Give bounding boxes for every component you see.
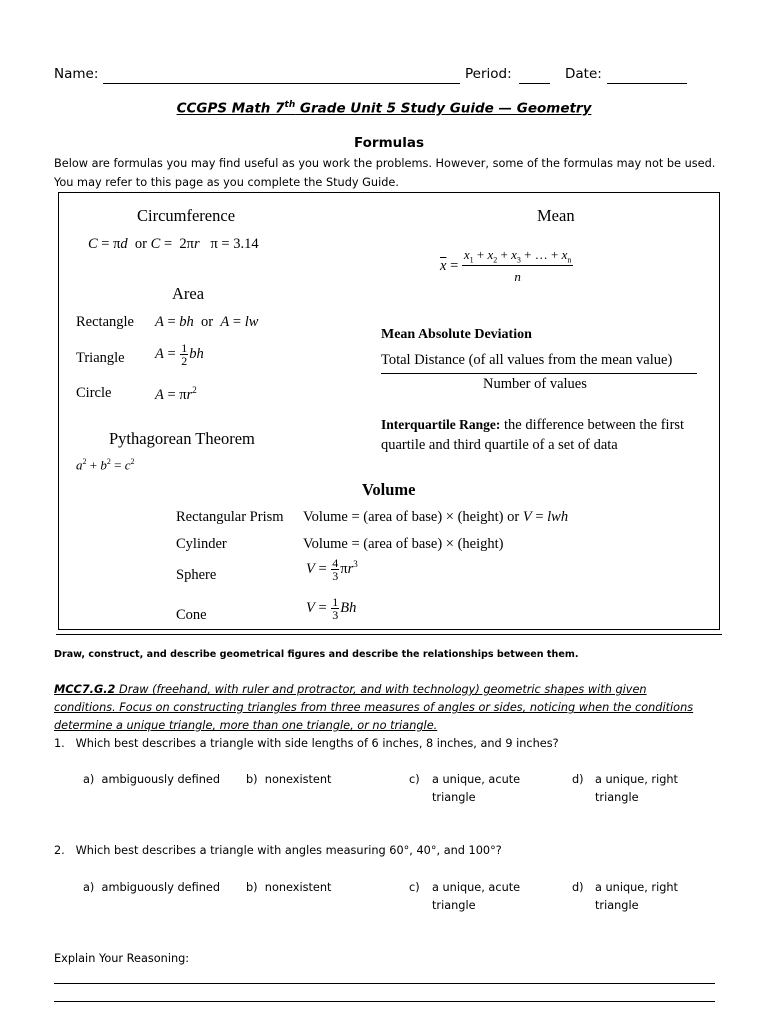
section-instruction: Draw, construct, and describe geometrical figures and describe the relationships between them.	[54, 649, 579, 660]
circumference-heading: Circumference	[137, 206, 236, 225]
date-label: Date:	[565, 66, 602, 82]
vol-cone-label: Cone	[176, 607, 207, 623]
explain-label: Explain Your Reasoning:	[54, 952, 190, 965]
q1-choice-d[interactable]: d) a unique, right triangle	[572, 773, 678, 804]
mean-heading: Mean	[537, 206, 575, 225]
question-1: 1. Which best describes a triangle with side lengths of 6 inches, 8 inches, and 9 inches?	[54, 737, 559, 750]
vol-prism-formula: Volume = (area of base) × (height) or V = lwh	[303, 509, 569, 525]
pythagorean-heading: Pythagorean Theorem	[109, 429, 255, 448]
area-circle-formula: $A = \pi r^2$	[155, 385, 197, 403]
explain-line-1[interactable]	[54, 983, 715, 984]
formula-box-underline	[56, 634, 722, 635]
area-triangle-formula: A = $\frac{1}{2}$ bh	[155, 341, 204, 368]
vol-cylinder-label: Cylinder	[176, 536, 227, 552]
vol-prism-label: Rectangular Prism	[176, 509, 284, 525]
q2-choice-a[interactable]: a) ambiguously defined	[83, 881, 220, 894]
question-2: 2. Which best describes a triangle with angles measuring 60°, 40°, and 100°?	[54, 844, 502, 857]
date-field[interactable]	[607, 83, 687, 84]
q1-choice-c[interactable]: c) a unique, acute triangle	[409, 773, 521, 804]
mad-fraction-bar	[381, 373, 697, 374]
vol-cylinder-formula: Volume = (area of base) × (height)	[303, 536, 504, 552]
name-label: Name:	[54, 66, 99, 82]
mean-formula: $\overline{x}$ = $\frac{x_1 + x_2 + x_3 + \dots + x_n}{n}$	[440, 247, 572, 285]
period-field[interactable]	[519, 83, 550, 84]
mad-denominator: Number of values	[483, 376, 587, 392]
formula-box	[58, 192, 720, 630]
q2-choice-c[interactable]: c) a unique, acute triangle	[409, 881, 521, 912]
formulas-intro: Below are formulas you may find useful as you work the problems. However, some of the formulas may not be used. You may refer to this page as you complete the Study Guide.	[54, 157, 716, 189]
area-rectangle-label: Rectangle	[76, 314, 134, 330]
iqr-text: Interquartile Range: the difference between the first quartile and third quartile of a set of data	[381, 417, 685, 453]
mad-heading: Mean Absolute Deviation	[381, 327, 532, 342]
area-rectangle-formula: A = bh or A = lw	[155, 314, 259, 330]
name-field[interactable]	[103, 83, 460, 84]
mad-numerator: Total Distance (of all values from the mean value)	[381, 352, 673, 368]
q2-choice-b[interactable]: b) nonexistent	[246, 881, 332, 894]
vol-sphere-label: Sphere	[176, 567, 217, 583]
q1-choice-a[interactable]: a) ambiguously defined	[83, 773, 220, 786]
vol-cone-formula: V = $\frac{1}{3}$ Bh	[306, 595, 357, 622]
vol-sphere-formula: V = $\frac{4}{3}$ $\pi r^3$	[306, 556, 358, 583]
area-circle-label: Circle	[76, 385, 112, 401]
area-heading: Area	[172, 284, 205, 303]
standard-text: MCC7.G.2 Draw (freehand, with ruler and protractor, and with technology) geometric shapes with given conditions. Focus on constructing triangles from three measures of angles or sides, noticing when the conditions determine a unique triangle, more than one triangle, or no triangle.	[54, 683, 694, 732]
q1-choice-b[interactable]: b) nonexistent	[246, 773, 332, 786]
explain-line-2[interactable]	[54, 1001, 715, 1002]
pythagorean-formula: $a^2 + b^2 = c^2$	[76, 457, 135, 473]
period-label: Period:	[465, 66, 512, 82]
area-triangle-label: Triangle	[76, 350, 125, 366]
volume-heading: Volume	[362, 480, 416, 499]
q2-choice-d[interactable]: d) a unique, right triangle	[572, 881, 678, 912]
formulas-heading: Formulas	[353, 135, 425, 151]
page-title: CCGPS Math 7th Grade Unit 5 Study Guide — Geometry	[176, 100, 592, 117]
circumference-formula: C = πd or C = 2πr π = 3.14	[88, 236, 259, 252]
